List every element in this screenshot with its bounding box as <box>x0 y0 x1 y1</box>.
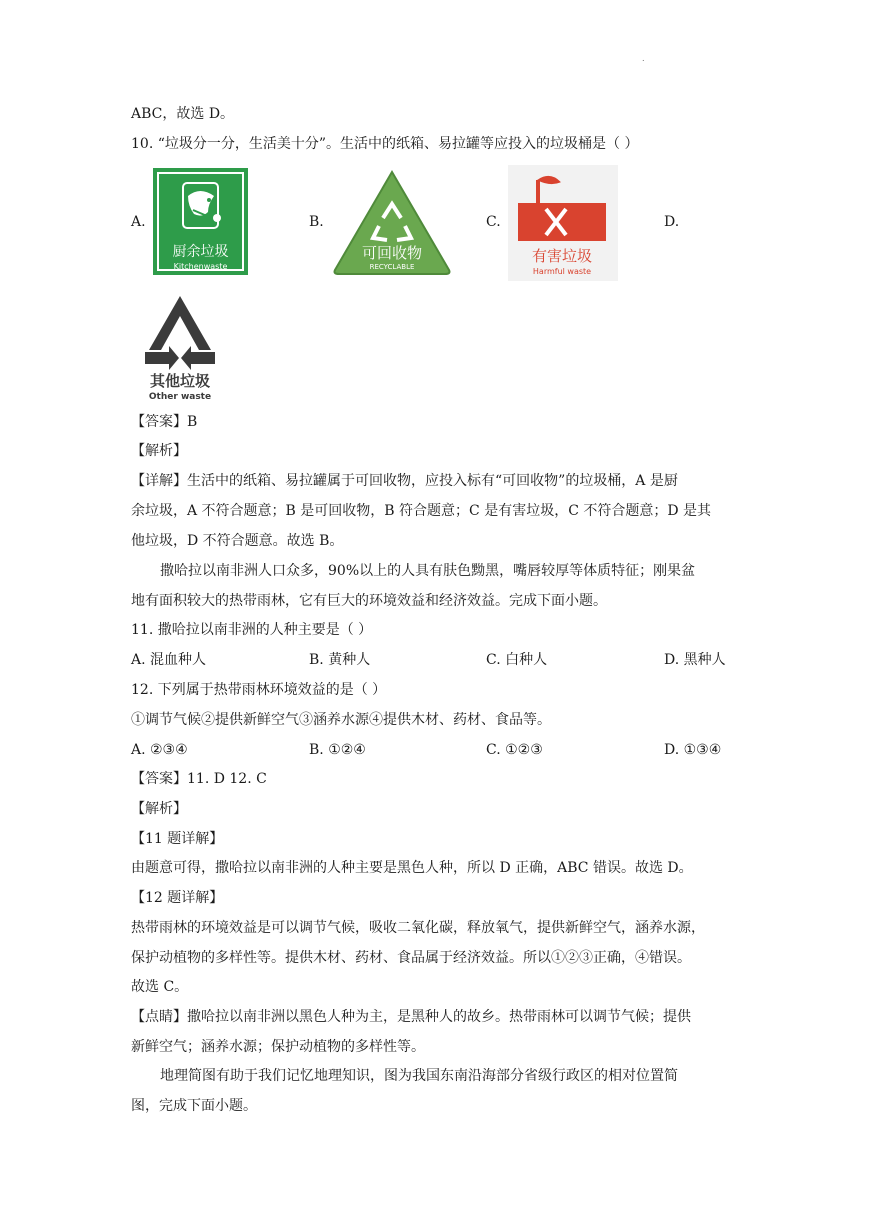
detail-11-heading: 【11 题详解】 <box>131 831 224 847</box>
q12-option-d: D. ①③④ <box>664 742 722 758</box>
q12-option-a: A. ②③④ <box>131 742 188 758</box>
kitchen-sign-en: Kitchenwaste <box>173 262 228 271</box>
intro-africa-line2: 地有面积较大的热带雨林，它有巨大的环境效益和经济效益。完成下面小题。 <box>131 593 607 609</box>
harmful-sign-en: Harmful waste <box>532 267 592 276</box>
question-10: 10. “垃圾分一分，生活美十分”。生活中的纸箱、易拉罐等应投入的垃圾桶是（ ） <box>131 136 639 152</box>
q11-option-c: C. 白种人 <box>486 652 548 668</box>
question-12: 12. 下列属于热带雨林环境效益的是（ ） <box>131 682 387 698</box>
page-marker: . <box>642 54 645 63</box>
detail-10-line3: 他垃圾，D 不符合题意。故选 B。 <box>131 533 344 549</box>
other-sign-cn: 其他垃圾 <box>149 372 211 390</box>
q12-option-b: B. ①②④ <box>309 742 366 758</box>
answer-10: 【答案】B <box>131 414 198 430</box>
question-11: 11. 撒哈拉以南非洲的人种主要是（ ） <box>131 622 373 638</box>
detail-10-line1: 【详解】生活中的纸箱、易拉罐属于可回收物，应投入标有“可回收物”的垃圾桶，A 是厨 <box>131 473 678 489</box>
q11-option-a: A. 混血种人 <box>131 652 207 668</box>
option-a-label: A. <box>131 214 146 230</box>
analysis-11-12-heading: 【解析】 <box>131 801 187 817</box>
detail-11-text: 由题意可得，撒哈拉以南非洲的人种主要是黑色人种，所以 D 正确，ABC 错误。故选 D。 <box>131 860 693 876</box>
intro-africa-line1: 撒哈拉以南非洲人口众多，90%以上的人具有肤色黝黑，嘴唇较厚等体质特征；刚果盆 <box>160 563 696 579</box>
q11-option-d: D. 黑种人 <box>664 652 726 668</box>
intro-map-line1: 地理简图有助于我们记忆地理知识，图为我国东南沿海部分省级行政区的相对位置简 <box>160 1068 678 1084</box>
key-point-line1: 【点睛】撒哈拉以南非洲以黑色人种为主，是黑种人的故乡。热带雨林可以调节气候；提供 <box>131 1009 691 1025</box>
detail-12-line3: 故选 C。 <box>131 979 189 995</box>
question-12-items: ①调节气候②提供新鲜空气③涵养水源④提供木材、药材、食品等。 <box>131 712 551 728</box>
option-d-label: D. <box>664 214 680 230</box>
recyclable-sign-en: RECYCLABLE <box>369 263 415 271</box>
fish-bone-icon <box>183 183 221 228</box>
recyclable-sign-cn: 可回收物 <box>361 244 423 262</box>
harmful-sign-cn: 有害垃圾 <box>531 247 593 265</box>
detail-12-line2: 保护动植物的多样性等。提供木材、药材、食品属于经济效益。所以①②③正确，④错误。 <box>131 950 691 966</box>
option-b-label: B. <box>309 214 324 230</box>
other-sign-en: Other waste <box>148 392 212 402</box>
detail-12-heading: 【12 题详解】 <box>131 890 224 906</box>
recyclable-sign <box>331 168 453 276</box>
kitchen-waste-sign <box>153 168 248 275</box>
kitchen-sign-cn: 厨余垃圾 <box>172 244 229 260</box>
answer-11-12: 【答案】11. D 12. C <box>131 771 267 787</box>
analysis-10-heading: 【解析】 <box>131 443 187 459</box>
detail-12-line1: 热带雨林的环境效益是可以调节气候，吸收二氧化碳，释放氧气，提供新鲜空气，涵养水源， <box>131 920 705 936</box>
q12-option-c: C. ①②③ <box>486 742 543 758</box>
other-waste-sign <box>131 290 229 402</box>
harmful-waste-sign <box>508 165 618 281</box>
q11-option-b: B. 黄种人 <box>309 652 371 668</box>
intro-map-line2: 图，完成下面小题。 <box>131 1098 257 1114</box>
key-point-line2: 新鲜空气；涵养水源；保护动植物的多样性等。 <box>131 1039 425 1055</box>
detail-10-line2: 余垃圾，A 不符合题意；B 是可回收物，B 符合题意；C 是有害垃圾，C 不符合题意；D 是其 <box>131 503 712 519</box>
option-c-label: C. <box>486 214 501 230</box>
text-line: ABC，故选 D。 <box>131 106 235 122</box>
